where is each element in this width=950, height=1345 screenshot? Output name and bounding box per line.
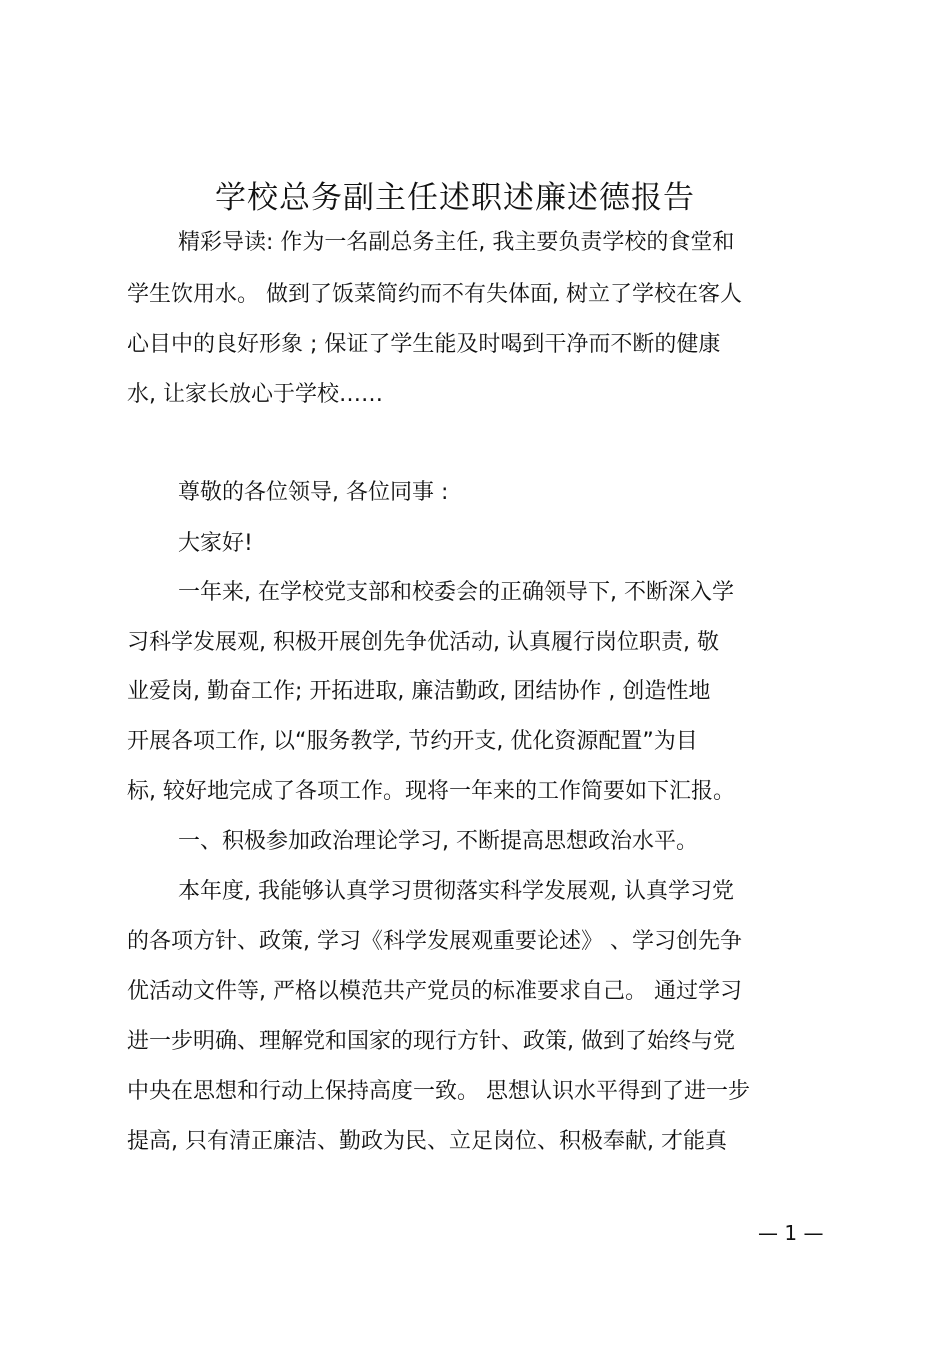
body-line-5: 标, 较好地完成了各项工作。现将一年来的工作简要如下汇报。 [127, 779, 735, 804]
body-line-4: 开展各项工作, 以“服务教学, 节约开支, 优化资源配置”为目 [127, 729, 698, 754]
body-line-1: 一年来, 在学校党支部和校委会的正确领导下, 不断深入学 [178, 580, 734, 605]
intro-line-3: 心目中的良好形象 ; 保证了学生能及时喝到干净而不断的健康 [127, 332, 721, 357]
intro-line-2: 学生饮用水。 做到了饭菜简约而不有失体面, 树立了学校在客人 [127, 282, 742, 307]
salutation-line: 尊敬的各位领导, 各位同事 : [178, 480, 449, 505]
section-heading-1: 一、积极参加政治理论学习, 不断提高思想政治水平。 [178, 829, 698, 854]
body-line-2: 习科学发展观, 积极开展创先争优活动, 认真履行岗位职责, 敬 [127, 630, 719, 655]
body-line-11: 提高, 只有清正廉洁、勤政为民、立足岗位、积极奉献, 才能真 [127, 1129, 727, 1154]
intro-line-1: 精彩导读: 作为一名副总务主任, 我主要负责学校的食堂和 [178, 230, 735, 255]
intro-line-4: 水, 让家长放心于学校…… [127, 382, 383, 407]
body-line-6: 本年度, 我能够认真学习贯彻落实科学发展观, 认真学习党 [178, 879, 734, 904]
greeting-line: 大家好! [178, 531, 253, 556]
body-line-9: 进一步明确、理解党和国家的现行方针、政策, 做到了始终与党 [127, 1029, 735, 1054]
body-line-8: 优活动文件等, 严格以模范共产党员的标准要求自己。 通过学习 [127, 979, 742, 1004]
page-number: — 1 — [758, 1221, 824, 1245]
body-line-10: 中央在思想和行动上保持高度一致。 思想认识水平得到了进一步 [127, 1079, 750, 1104]
body-line-3: 业爱岗, 勤奋工作; 开拓进取, 廉洁勤政, 团结协作 , 创造性地 [127, 679, 711, 704]
document-title: 学校总务副主任述职述廉述德报告 [215, 180, 695, 216]
body-line-7: 的各项方针、政策, 学习《科学发展观重要论述》 、学习创先争 [127, 929, 742, 954]
